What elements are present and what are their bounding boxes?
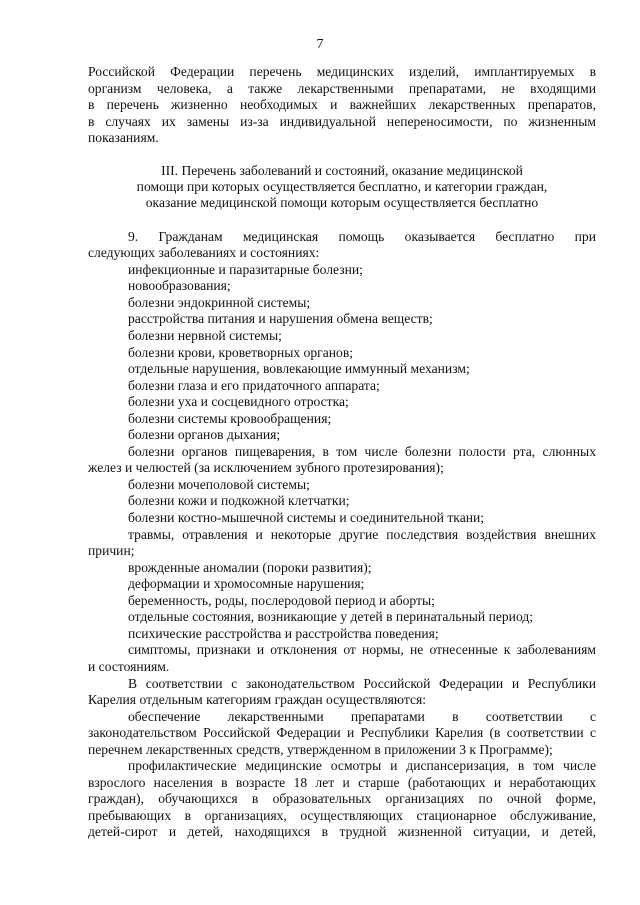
list-item: психические расстройства и расстройства поведения; <box>128 625 439 641</box>
paragraph-9 <box>88 229 596 262</box>
heading-line: оказание медицинской помощи которым осуществляется бесплатно <box>145 194 539 210</box>
text-line: законодательством Российской Федерации и Республики Карелия (в соответствии с <box>88 725 596 741</box>
list-item: врожденные аномалии (пороки развития); <box>128 559 372 575</box>
list-item: болезни глаза и его придаточного аппарата; <box>128 377 380 393</box>
list-item: болезни органов дыхания; <box>128 427 281 443</box>
text-line: взрослого населения в возрасте 18 лет и старше (работающих и неработающих <box>88 774 596 790</box>
list-item: болезни костно-мышечной системы и соединительной ткани; <box>128 510 485 526</box>
list-item: болезни мочеполовой системы; <box>128 476 310 492</box>
list-item: деформации и хромосомные нарушения; <box>128 576 365 592</box>
text-line: обеспечение лекарственными препаратами в соответствии с <box>128 708 596 724</box>
list-item: расстройства питания и нарушения обмена веществ; <box>128 311 433 327</box>
page-number: 7 <box>316 37 324 52</box>
list-item: травмы, отравления и некоторые другие последствия воздействия внешних <box>128 526 596 542</box>
text-line: профилактические медицинские осмотры и диспансеризация, в том числе <box>128 758 596 774</box>
list-item: болезни эндокринной системы; <box>128 294 311 310</box>
document-body <box>88 64 596 841</box>
intro-paragraph <box>88 64 596 147</box>
list-item-continuation: желез и челюстей (за исключением зубного протезирования); <box>88 460 444 476</box>
text-line: детей-сирот и детей, находящихся в трудной жизненной ситуации, и детей, <box>88 824 596 840</box>
list-item-continuation: причин; <box>88 543 135 559</box>
text-line: в перечень жизненно необходимых и важнейших лекарственных препаратов, <box>88 97 596 113</box>
list-item: болезни уха и сосцевидного отростка; <box>128 394 349 410</box>
text-line: перечнем лекарственных средств, утвержденном в приложении 3 к Программе); <box>88 741 553 757</box>
drug-provision-paragraph <box>88 709 596 759</box>
text-line: в случаях их замены из-за индивидуальной непереносимости, по жизненным <box>88 113 596 129</box>
prophylactic-paragraph <box>88 758 596 841</box>
list-item: беременность, роды, послеродовой период и аборты; <box>128 592 435 608</box>
list-item: болезни системы кровообращения; <box>128 410 332 426</box>
text-line: 9. Гражданам медицинская помощь оказывается бесплатно при <box>128 228 596 244</box>
list-item: болезни крови, кроветворных органов; <box>128 344 354 360</box>
list-item-continuation: и состояниям. <box>88 658 170 674</box>
text-line: показаниям. <box>88 130 159 146</box>
text-line: организм человека, а также лекарственными препаратами, не входящими <box>88 80 596 96</box>
text-line: следующих заболеваниях и состояниях: <box>88 245 320 261</box>
list-item: болезни органов пищеварения, в том числе болезни полости рта, слюнных <box>128 443 596 459</box>
heading-line: помощи при которых осуществляется бесплатно, и категории граждан, <box>136 178 548 194</box>
list-item: отдельные состояния, возникающие у детей в перинатальный период; <box>128 609 534 625</box>
text-line: граждан), обучающихся в образовательных организациях по очной форме, <box>88 791 596 807</box>
text-line: Карелия отдельным категориям граждан осуществляются: <box>88 692 427 708</box>
text-line: Российской Федерации перечень медицинских изделий, имплантируемых в <box>88 64 596 79</box>
list-item: болезни кожи и подкожной клетчатки; <box>128 493 350 509</box>
list-item: симптомы, признаки и отклонения от нормы, не отнесенные к заболеваниям <box>128 642 596 658</box>
list-item: новообразования; <box>128 278 231 294</box>
disease-list <box>88 262 596 676</box>
heading-line: III. Перечень заболеваний и состояний, оказание медицинской <box>161 162 523 178</box>
section-heading <box>88 163 596 211</box>
text-line: В соответствии с законодательством Российской Федерации и Республики <box>128 675 596 691</box>
list-item: отдельные нарушения, вовлекающие иммунный механизм; <box>128 361 470 377</box>
text-line: пребывающих в организациях, осуществляющих стационарное обслуживание, <box>88 807 596 823</box>
list-item: инфекционные и паразитарные болезни; <box>128 261 363 277</box>
list-item: болезни нервной системы; <box>128 328 282 344</box>
categories-paragraph <box>88 676 596 709</box>
